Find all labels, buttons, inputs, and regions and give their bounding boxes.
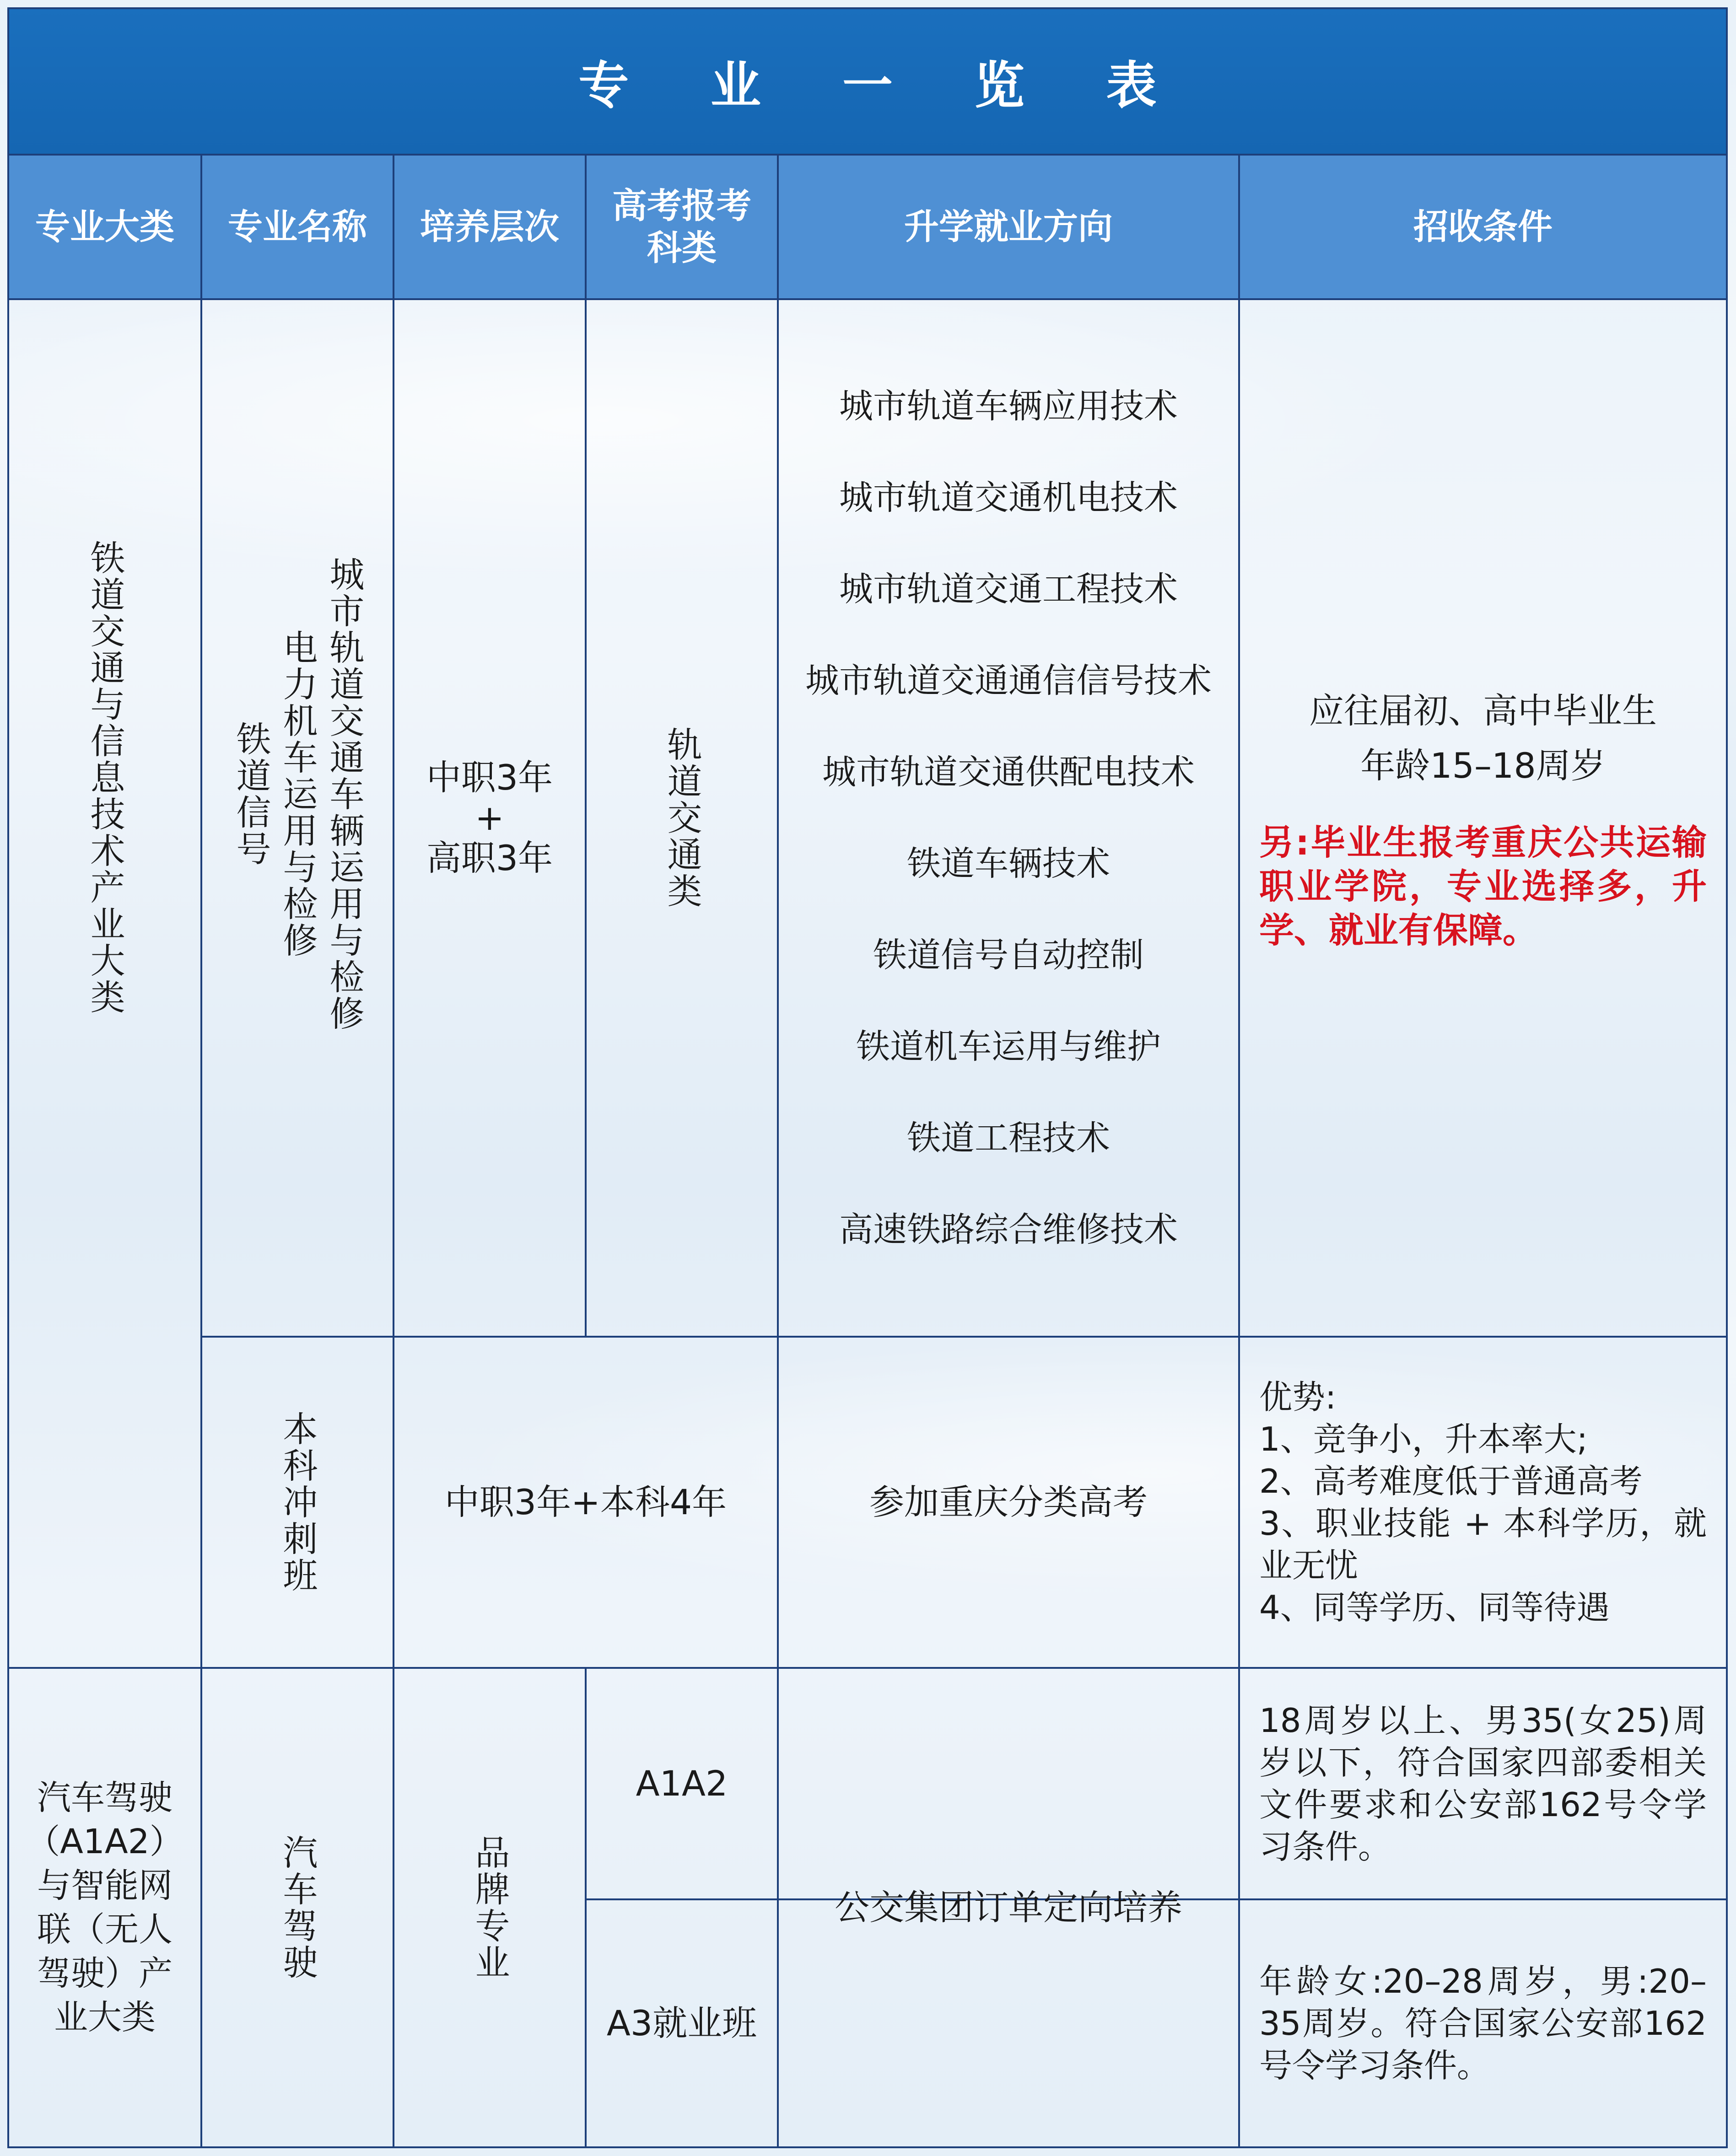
- row2-direction-cell: [779, 1338, 1238, 1667]
- row1-cond-line2: 年龄15–18周岁: [1360, 745, 1606, 786]
- page-title: 专 业 一 览 表: [578, 56, 1189, 115]
- direction-item: 城市轨道交通通信信号技术: [805, 661, 1212, 700]
- row1-cond-line1: 应往届初、高中毕业生: [1309, 690, 1657, 731]
- direction-item: 城市轨道交通机电技术: [839, 478, 1178, 517]
- row1-category: 铁道交通与信息技术产业大类: [85, 540, 125, 1016]
- header-category: 专业大类: [35, 206, 174, 247]
- row3-exam-a: A1A2: [636, 1763, 728, 1804]
- row3-direction: 公交集团订单定向培养: [835, 1887, 1182, 1928]
- row2-cond-line: 2、高考难度低于普通高考: [1259, 1462, 1643, 1500]
- direction-item: 铁道机车运用与维护: [856, 1027, 1161, 1066]
- row2-cond-line: 1、竞争小，升本率大;: [1259, 1420, 1588, 1458]
- row1-majors: [231, 556, 364, 1032]
- row1-directions-list: [805, 360, 1212, 1275]
- row1-level-cell: [394, 300, 585, 1336]
- row3-category-cell: [9, 1669, 200, 2146]
- row3-cond-b-cell: [1240, 1900, 1726, 2146]
- row3-cond-a: 18周岁以上、男35(女25)周岁以下，符合国家四部委相关文件要求和公安部162号令学习条件。: [1259, 1701, 1707, 1866]
- row3-category: 汽车驾驶（A1A2）与智能网联（无人驾驶）产业大类: [26, 1778, 183, 2037]
- row2-cond-line: 3、职业技能 + 本科学历，就业无忧: [1259, 1504, 1707, 1585]
- row3-exam-a-cell: [587, 1669, 777, 1898]
- header-level: 培养层次: [420, 206, 559, 247]
- row3-cond-a-cell: [1240, 1669, 1726, 1898]
- row1-level-line3: 高职3年: [426, 838, 553, 878]
- row1-conditions-cell: [1240, 300, 1726, 1336]
- direction-item: 城市轨道车辆应用技术: [839, 387, 1178, 426]
- header-direction: 升学就业方向: [904, 206, 1113, 247]
- direction-item: 高速铁路综合维修技术: [839, 1210, 1178, 1249]
- row3-level: 品牌专业: [469, 1834, 510, 1981]
- header-conditions: 招收条件: [1413, 206, 1553, 247]
- row3-level-cell: [394, 1669, 585, 2146]
- row3-cond-b: 年龄女:20–28周岁，男:20–35周岁。符合国家公安部162号令学习条件。: [1259, 1962, 1707, 2085]
- row1-cond-note: 另:毕业生报考重庆公共运输职业学院，专业选择多，升学、就业有保障。: [1259, 822, 1707, 951]
- row1-level-line2: +: [475, 797, 504, 838]
- header-exam-type-line1: 高考报考: [612, 185, 751, 226]
- direction-item: 城市轨道交通工程技术: [839, 570, 1178, 609]
- direction-item: 铁道工程技术: [907, 1118, 1110, 1158]
- header-row: [9, 156, 1726, 300]
- row3-exam-b: A3就业班: [606, 2003, 757, 2043]
- row1-exam-type: 轨道交通类: [662, 726, 702, 909]
- row1-level-line1: 中职3年: [426, 757, 553, 798]
- header-exam-type-line2: 科类: [647, 227, 717, 268]
- row1-major-3: 铁道信号: [231, 721, 271, 867]
- row3-exam-b-cell: [587, 1900, 777, 2146]
- row1-exam-cell: [587, 300, 777, 1336]
- row3-direction-cell: [779, 1669, 1238, 2146]
- row2-major-cell: [202, 1338, 393, 1667]
- row2-conditions-cell: [1240, 1338, 1726, 1667]
- major-list-table: [7, 7, 1728, 2148]
- row1-majors-cell: [202, 300, 393, 1336]
- direction-item: 铁道车辆技术: [907, 844, 1110, 883]
- row2-major: 本科冲刺班: [277, 1411, 318, 1594]
- row1-directions-cell: [779, 300, 1238, 1336]
- row1-major-1: 城市轨道交通车辆运用与检修: [324, 556, 365, 1032]
- row1-major-2: 电力机车运用与检修: [277, 629, 318, 959]
- row3-major: 汽车驾驶: [277, 1834, 318, 1981]
- row2-level-cell: [394, 1338, 777, 1667]
- row1-category-cell: [9, 300, 200, 1667]
- header-exam-type: [587, 156, 777, 298]
- grid-line: [585, 156, 587, 300]
- row2-cond-line: 4、同等学历、同等待遇: [1259, 1588, 1610, 1627]
- row3-major-cell: [202, 1669, 393, 2146]
- row2-level: 中职3年+本科4年: [444, 1482, 727, 1522]
- row2-cond-line: 优势:: [1259, 1378, 1337, 1416]
- direction-item: 铁道信号自动控制: [873, 936, 1144, 975]
- header-major-name: 专业名称: [228, 206, 367, 247]
- row2-direction: 参加重庆分类高考: [869, 1482, 1148, 1522]
- direction-item: 城市轨道交通供配电技术: [822, 753, 1195, 792]
- title-bar: [9, 9, 1726, 156]
